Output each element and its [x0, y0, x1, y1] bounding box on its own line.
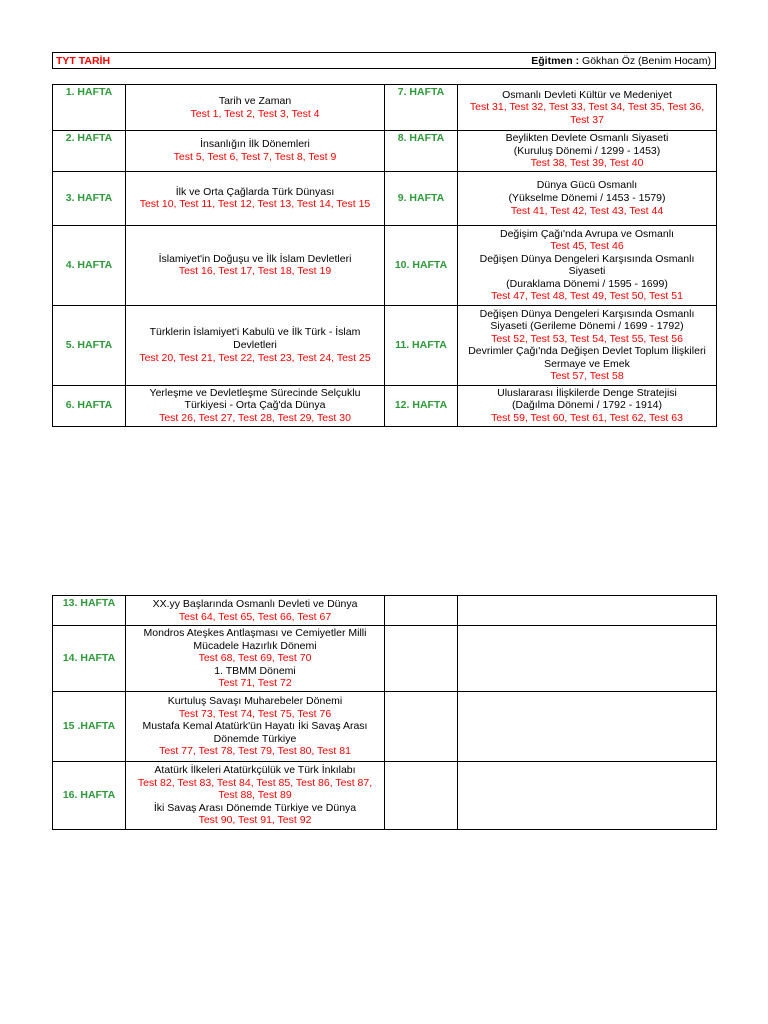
- table-row: [53, 305, 717, 385]
- empty-cell: [385, 762, 458, 830]
- test-list: Test 31, Test 32, Test 33, Test 34, Test 35, Test 36, Test 37: [469, 101, 705, 126]
- topic-title: Dünya Gücü Osmanlı: [536, 179, 638, 192]
- topic-title: Kurtuluş Savaşı Muharebeler Dönemi: [167, 695, 343, 708]
- topic-title: (Dağılma Dönemi / 1792 - 1914): [512, 399, 662, 412]
- week-topics: [126, 131, 385, 172]
- table-row: [53, 762, 717, 830]
- test-list: Test 38, Test 39, Test 40: [530, 157, 644, 170]
- week-label: 6. HAFTA: [53, 385, 126, 426]
- test-list: Test 52, Test 53, Test 54, Test 55, Test 56: [491, 332, 683, 345]
- week-topics: [126, 385, 385, 426]
- teacher-info: [531, 55, 711, 67]
- test-list: Test 47, Test 48, Test 49, Test 50, Test 51: [491, 290, 683, 303]
- week-topics: [126, 225, 385, 305]
- teacher-name: Gökhan Öz (Benim Hocam): [582, 55, 711, 67]
- topic-title: İslamiyet'in Doğuşu ve İlk İslam Devletleri: [158, 252, 352, 265]
- week-label: 4. HAFTA: [53, 225, 126, 305]
- week-label: 1. HAFTA: [53, 85, 126, 131]
- week-topics: [126, 596, 385, 626]
- topic-title: Değişim Çağı'nda Avrupa ve Osmanlı: [500, 227, 674, 240]
- topic-title: Değişen Dünya Dengeleri Karşısında Osmanlı Siyaseti (Gerileme Dönemi / 1699 - 1792): [479, 307, 695, 333]
- test-list: Test 82, Test 83, Test 84, Test 85, Test 86, Test 87, Test 88, Test 89: [137, 776, 373, 802]
- week-topics: [458, 171, 717, 225]
- test-list: Test 64, Test 65, Test 66, Test 67: [178, 610, 332, 623]
- topic-title: Devrimler Çağı'nda Değişen Devlet Toplum İlişkileri Sermaye ve Emek: [468, 345, 706, 370]
- topic-title: XX.yy Başlarında Osmanlı Devleti ve Dünya: [152, 597, 358, 610]
- topic-title: Uluslararası İlişkilerde Denge Stratejisi: [497, 386, 677, 399]
- empty-cell: [458, 626, 717, 692]
- week-topics: [458, 385, 717, 426]
- week-label: 12. HAFTA: [385, 385, 458, 426]
- table-row: [53, 596, 717, 626]
- topic-title: İnsanlığın İlk Dönemleri: [200, 138, 310, 151]
- document-header: [52, 52, 716, 69]
- topic-title: Mondros Ateşkes Antlaşması ve Cemiyetler Milli Mücadele Hazırlık Dönemi: [143, 627, 367, 652]
- test-list: Test 41, Test 42, Test 43, Test 44: [510, 204, 664, 217]
- week-topics: [458, 305, 717, 385]
- empty-cell: [458, 692, 717, 762]
- test-list: Test 68, Test 69, Test 70: [198, 652, 312, 665]
- week-topics: [458, 225, 717, 305]
- test-list: Test 20, Test 21, Test 22, Test 23, Test 24, Test 25: [139, 351, 371, 364]
- test-list: Test 90, Test 91, Test 92: [198, 814, 312, 827]
- week-label: 15 .HAFTA: [53, 692, 126, 762]
- test-list: Test 57, Test 58: [550, 370, 624, 383]
- test-list: Test 1, Test 2, Test 3, Test 4: [190, 107, 320, 120]
- week-label: 2. HAFTA: [53, 131, 126, 172]
- topic-title: (Duraklama Dönemi / 1595 - 1699): [506, 277, 668, 290]
- week-topics: [126, 692, 385, 762]
- week-label: 5. HAFTA: [53, 305, 126, 385]
- week-topics: [126, 626, 385, 692]
- weekly-plan-table-1: [52, 84, 717, 427]
- empty-cell: [385, 692, 458, 762]
- week-topics: [126, 762, 385, 830]
- table-row: [53, 692, 717, 762]
- week-topics: [458, 131, 717, 172]
- topic-title: İki Savaş Arası Dönemde Türkiye ve Dünya: [153, 801, 357, 814]
- week-label: 11. HAFTA: [385, 305, 458, 385]
- week-label: 14. HAFTA: [53, 626, 126, 692]
- empty-cell: [385, 626, 458, 692]
- topic-title: 1. TBMM Dönemi: [214, 664, 296, 677]
- week-topics: [126, 171, 385, 225]
- topic-title: Türklerin İslamiyet'i Kabulü ve İlk Türk - İslam Devletleri: [149, 326, 361, 351]
- empty-cell: [458, 762, 717, 830]
- week-topics: [458, 85, 717, 131]
- week-label: 13. HAFTA: [53, 596, 126, 626]
- test-list: Test 45, Test 46: [550, 240, 624, 253]
- week-label: 10. HAFTA: [385, 225, 458, 305]
- test-list: Test 77, Test 78, Test 79, Test 80, Test 81: [159, 745, 351, 758]
- test-list: Test 10, Test 11, Test 12, Test 13, Test 14, Test 15: [139, 198, 371, 211]
- test-list: Test 59, Test 60, Test 61, Test 62, Test 63: [491, 411, 683, 424]
- table-row: [53, 385, 717, 426]
- test-list: Test 73, Test 74, Test 75, Test 76: [178, 707, 332, 720]
- table-row: [53, 626, 717, 692]
- teacher-label: Eğitmen :: [531, 55, 580, 67]
- week-label: 8. HAFTA: [385, 131, 458, 172]
- topic-title: (Yükselme Dönemi / 1453 - 1579): [508, 191, 666, 204]
- week-label: 9. HAFTA: [385, 171, 458, 225]
- topic-title: Mustafa Kemal Atatürk'ün Hayatı İki Savaş Arası Dönemde Türkiye: [142, 720, 368, 745]
- test-list: Test 5, Test 6, Test 7, Test 8, Test 9: [173, 150, 337, 163]
- topic-title: Değişen Dünya Dengeleri Karşısında Osmanlı Siyaseti: [479, 252, 695, 278]
- topic-title: Tarih ve Zaman: [218, 94, 292, 107]
- week-label: 3. HAFTA: [53, 171, 126, 225]
- week-topics: [126, 305, 385, 385]
- table-row: [53, 225, 717, 305]
- table-row: [53, 85, 717, 131]
- topic-title: Atatürk İlkeleri Atatürkçülük ve Türk İnkılabı: [154, 764, 356, 777]
- topic-title: Osmanlı Devleti Kültür ve Medeniyet: [502, 88, 672, 101]
- test-list: Test 71, Test 72: [218, 677, 292, 690]
- test-list: Test 16, Test 17, Test 18, Test 19: [178, 265, 332, 278]
- table-row: [53, 171, 717, 225]
- week-label: 16. HAFTA: [53, 762, 126, 830]
- weekly-plan-table-2: [52, 595, 717, 830]
- empty-cell: [458, 596, 717, 626]
- topic-title: Beylikten Devlete Osmanlı Siyaseti: [505, 132, 669, 144]
- topic-title: İlk ve Orta Çağlarda Türk Dünyası: [175, 185, 335, 198]
- week-topics: [126, 85, 385, 131]
- subject-title: TYT TARİH: [56, 55, 111, 67]
- test-list: Test 26, Test 27, Test 28, Test 29, Test 30: [159, 411, 351, 424]
- topic-title: Yerleşme ve Devletleşme Sürecinde Selçuklu Türkiyesi - Orta Çağ'da Dünya: [149, 386, 361, 412]
- week-label: 7. HAFTA: [385, 85, 458, 131]
- topic-title: (Kuruluş Dönemi / 1299 - 1453): [513, 144, 661, 157]
- empty-cell: [385, 596, 458, 626]
- table-row: [53, 131, 717, 172]
